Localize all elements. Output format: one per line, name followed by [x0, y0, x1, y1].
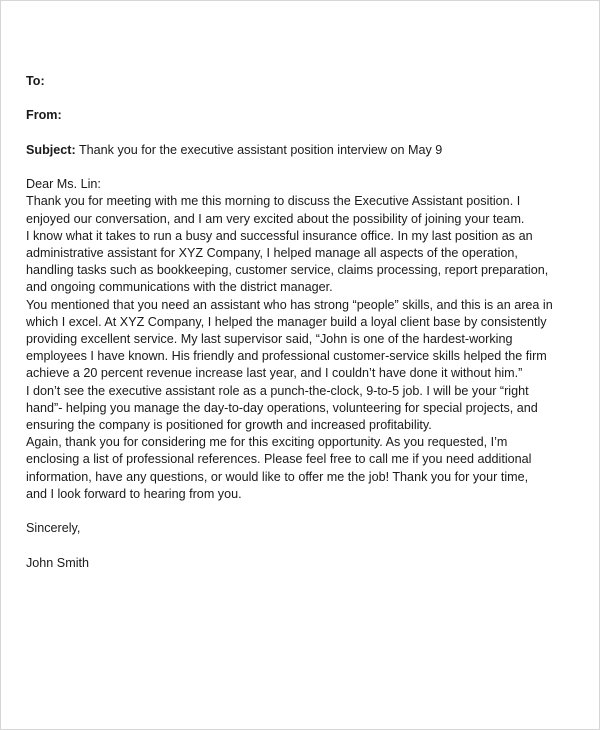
subject-line [26, 142, 586, 159]
paragraph-line: Thank you for meeting with me this morning to discuss the Executive Assistant position. I [26, 194, 521, 209]
paragraph-line: enclosing a list of professional references. Please feel free to call me if you need additional [26, 452, 532, 467]
paragraph-line: and I look forward to hearing from you. [26, 486, 242, 501]
paragraph-line: I don’t see the executive assistant role as a punch-the-clock, 9-to-5 job. I will be your “right [26, 383, 529, 398]
paragraph-3 [26, 297, 586, 383]
paragraph-line: handling tasks such as bookkeeping, customer service, claims processing, report preparation, [26, 263, 549, 278]
paragraph-line: ensuring the company is positioned for growth and increased profitability. [26, 418, 432, 433]
paragraph-line: You mentioned that you need an assistant who has strong “people” skills, and this is an area in [26, 297, 553, 312]
paragraph-line: employees I have known. His friendly and professional customer-service skills helped the firm [26, 349, 547, 364]
paragraph-line: enjoyed our conversation, and I am very excited about the possibility of joining your team. [26, 211, 525, 226]
paragraph-4 [26, 383, 586, 435]
paragraph-line: and ongoing communications with the district manager. [26, 280, 333, 295]
paragraph-line: administrative assistant for XYZ Company, I helped manage all aspects of the operation, [26, 245, 518, 260]
closing: Sincerely, [26, 521, 81, 536]
paragraph-line: information, have any questions, or would like to offer me the job! Thank you for your time, [26, 469, 529, 484]
letter-body [26, 73, 586, 572]
subject-label: Subject: [26, 142, 76, 157]
from-label: From: [26, 108, 62, 123]
paragraph-line: which I excel. At XYZ Company, I helped the manager build a loyal client base by consistently [26, 314, 547, 329]
paragraph-line: I know what it takes to run a busy and successful insurance office. In my last position as an [26, 228, 533, 243]
paragraph-line: providing excellent service. My last supervisor said, “John is one of the hardest-working [26, 332, 513, 346]
to-label: To: [26, 74, 45, 88]
paragraph-line: hand”- helping you manage the day-to-day operations, volunteering for special projects, and [26, 400, 538, 415]
paragraph-line: achieve a 20 percent revenue increase last year, and I couldn’t have done it without him.” [26, 366, 523, 381]
paragraph-1 [26, 193, 586, 227]
paragraph-5 [26, 434, 586, 503]
salutation: Dear Ms. Lin: [26, 177, 101, 192]
signature: John Smith [26, 555, 89, 570]
paragraph-2 [26, 228, 586, 297]
subject-text: Thank you for the executive assistant position interview on May 9 [75, 142, 443, 157]
paragraph-line: Again, thank you for considering me for this exciting opportunity. As you requested, I’m [26, 435, 508, 450]
